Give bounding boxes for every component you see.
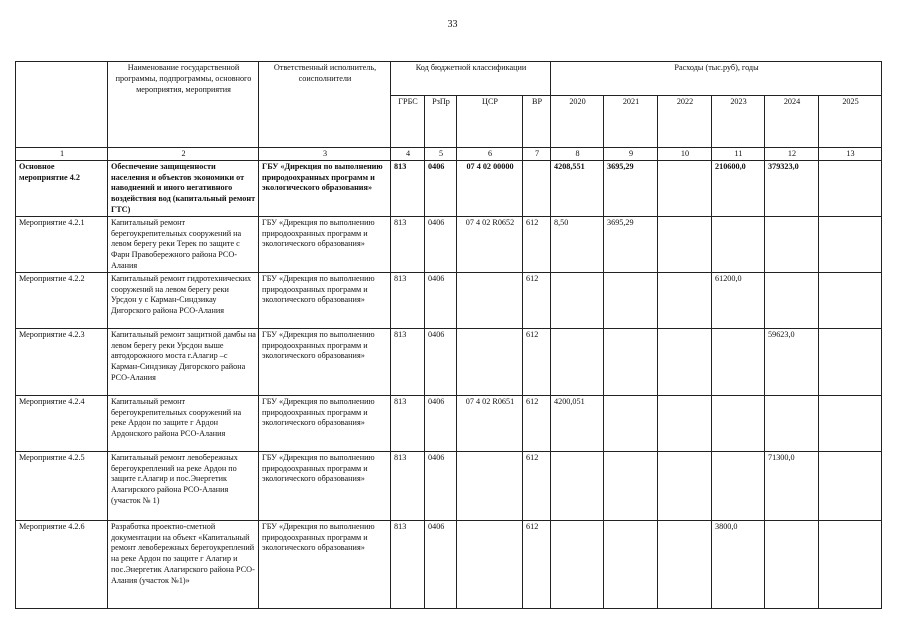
column-number: 2	[108, 148, 259, 161]
cell-csr: 07 4 02 R0651	[457, 395, 523, 451]
cell-rzpr: 0406	[425, 395, 457, 451]
table-row	[16, 520, 882, 608]
row-executor: ГБУ «Дирекция по выполнению природоохранных программ и экологического образования»	[259, 520, 391, 608]
page-number: 33	[447, 19, 458, 30]
header-year-2021: 2021	[604, 96, 658, 148]
row-label: Мероприятие 4.2.4	[16, 395, 108, 451]
row-label: Мероприятие 4.2.2	[16, 272, 108, 328]
cell-vr: 612	[523, 395, 551, 451]
row-title: Капитальный ремонт берегоукрепительных сооружений на левом берегу реки Терек по защите с Фарн Правобережного района РСО-Алания	[108, 216, 259, 272]
cell-2023: 210600,0	[712, 160, 765, 216]
row-executor: ГБУ «Дирекция по выполнению природоохранных программ и экологического образования»	[259, 451, 391, 520]
cell-2020	[551, 451, 604, 520]
budget-table	[15, 61, 882, 609]
header-name: Наименование государственной программы, подпрограммы, основного мероприятия, мероприятия	[108, 62, 259, 148]
column-numbers-row	[16, 148, 882, 161]
cell-2023	[712, 328, 765, 395]
row-label: Основное мероприятие 4.2	[16, 160, 108, 216]
row-title: Разработка проектно-сметной документации на объект «Капитальный ремонт левобережных берегоукреплений на реке Ардон по защите г Алагир и пос.Энергетик Алагирского района РСО-Алания (участок №1)»	[108, 520, 259, 608]
column-number: 7	[523, 148, 551, 161]
cell-csr	[457, 328, 523, 395]
header-year-2020: 2020	[551, 96, 604, 148]
row-label: Мероприятие 4.2.6	[16, 520, 108, 608]
row-executor: ГБУ «Дирекция по выполнению природоохранных программ и экологического образования»	[259, 272, 391, 328]
cell-2021: 3695,29	[604, 216, 658, 272]
column-number: 6	[457, 148, 523, 161]
cell-2020: 4208,551	[551, 160, 604, 216]
cell-rzpr: 0406	[425, 451, 457, 520]
cell-2022	[658, 216, 712, 272]
cell-vr: 612	[523, 520, 551, 608]
header-year-2022: 2022	[658, 96, 712, 148]
table-row	[16, 451, 882, 520]
cell-vr	[523, 160, 551, 216]
cell-rzpr: 0406	[425, 216, 457, 272]
row-executor: ГБУ «Дирекция по выполнению природоохранных программ и экологического образования»	[259, 328, 391, 395]
cell-csr: 07 4 02 00000	[457, 160, 523, 216]
header-rzpr: РзПр	[425, 96, 457, 148]
header-year-2024: 2024	[765, 96, 819, 148]
cell-csr: 07 4 02 R0652	[457, 216, 523, 272]
cell-2024: 379323,0	[765, 160, 819, 216]
cell-vr: 612	[523, 328, 551, 395]
row-title: Капитальный ремонт защитной дамбы на левом берегу реки Урсдон выше автодорожного моста г.Алагир –с Карман-Синдзикау Дигорского района РСО-Алания	[108, 328, 259, 395]
header-budget-code: Код бюджетной классификации	[391, 62, 551, 96]
cell-2020	[551, 520, 604, 608]
cell-2020	[551, 272, 604, 328]
cell-grbs: 813	[391, 160, 425, 216]
header-grbs: ГРБС	[391, 96, 425, 148]
row-executor: ГБУ «Дирекция по выполнению природоохранных программ и экологического образования»	[259, 395, 391, 451]
cell-2021	[604, 451, 658, 520]
table-row	[16, 395, 882, 451]
cell-rzpr: 0406	[425, 328, 457, 395]
cell-vr: 612	[523, 216, 551, 272]
column-number: 12	[765, 148, 819, 161]
row-title: Обеспечение защищенности населения и объектов экономики от наводнений и иного негативного воздействия вод (капитальный ремонт ГТС)	[108, 160, 259, 216]
cell-2025	[819, 328, 882, 395]
cell-rzpr: 0406	[425, 520, 457, 608]
cell-2025	[819, 272, 882, 328]
column-number: 11	[712, 148, 765, 161]
row-executor: ГБУ «Дирекция по выполнению природоохранных программ и экологического образования»	[259, 216, 391, 272]
header-year-2023: 2023	[712, 96, 765, 148]
row-label: Мероприятие 4.2.1	[16, 216, 108, 272]
row-label: Мероприятие 4.2.3	[16, 328, 108, 395]
cell-rzpr: 0406	[425, 272, 457, 328]
cell-2024	[765, 520, 819, 608]
table-row	[16, 160, 882, 216]
header-vr: ВР	[523, 96, 551, 148]
cell-csr	[457, 272, 523, 328]
row-title: Капитальный ремонт левобережных берегоукреплений на реке Ардон по защите г.Алагир и пос.Энергетик Алагирского района РСО-Алания (участок № 1)	[108, 451, 259, 520]
cell-2023	[712, 216, 765, 272]
cell-2024	[765, 216, 819, 272]
cell-csr	[457, 520, 523, 608]
header-expenses: Расходы (тыс.руб), годы	[551, 62, 882, 96]
cell-2021	[604, 272, 658, 328]
cell-2024: 71300,0	[765, 451, 819, 520]
cell-2025	[819, 395, 882, 451]
cell-2022	[658, 328, 712, 395]
cell-rzpr: 0406	[425, 160, 457, 216]
cell-vr: 612	[523, 451, 551, 520]
cell-2021	[604, 520, 658, 608]
cell-2024	[765, 272, 819, 328]
cell-2022	[658, 520, 712, 608]
cell-2024: 59623,0	[765, 328, 819, 395]
table-row	[16, 328, 882, 395]
cell-2025	[819, 216, 882, 272]
column-number: 4	[391, 148, 425, 161]
cell-grbs: 813	[391, 272, 425, 328]
cell-csr	[457, 451, 523, 520]
table-row	[16, 272, 882, 328]
cell-2022	[658, 160, 712, 216]
cell-2020	[551, 328, 604, 395]
cell-grbs: 813	[391, 216, 425, 272]
cell-2022	[658, 395, 712, 451]
row-title: Капитальный ремонт гидротехнических сооружений на левом берегу реки Урсдон у с Карман-Синдзикау Дигорского района РСО-Алания	[108, 272, 259, 328]
cell-grbs: 813	[391, 520, 425, 608]
header-csr: ЦСР	[457, 96, 523, 148]
cell-2022	[658, 272, 712, 328]
cell-grbs: 813	[391, 451, 425, 520]
column-number: 3	[259, 148, 391, 161]
cell-2025	[819, 160, 882, 216]
row-title: Капитальный ремонт берегоукрепительных сооружений на реке Ардон по защите г Ардон Ардонского района РСО-Алания	[108, 395, 259, 451]
cell-grbs: 813	[391, 328, 425, 395]
row-executor: ГБУ «Дирекция по выполнению природоохранных программ и экологического образования»	[259, 160, 391, 216]
cell-2023	[712, 451, 765, 520]
header-executor: Ответственный исполнитель, соисполнители	[259, 62, 391, 148]
cell-2022	[658, 451, 712, 520]
cell-2020: 4200,051	[551, 395, 604, 451]
cell-2021	[604, 328, 658, 395]
column-number: 5	[425, 148, 457, 161]
cell-2025	[819, 520, 882, 608]
cell-2020: 8,50	[551, 216, 604, 272]
header-empty	[16, 62, 108, 148]
column-number: 8	[551, 148, 604, 161]
column-number: 1	[16, 148, 108, 161]
cell-2021: 3695,29	[604, 160, 658, 216]
table-row	[16, 216, 882, 272]
cell-2024	[765, 395, 819, 451]
cell-2023	[712, 395, 765, 451]
cell-grbs: 813	[391, 395, 425, 451]
column-number: 13	[819, 148, 882, 161]
cell-2023: 61200,0	[712, 272, 765, 328]
row-label: Мероприятие 4.2.5	[16, 451, 108, 520]
cell-vr: 612	[523, 272, 551, 328]
cell-2023: 3800,0	[712, 520, 765, 608]
cell-2021	[604, 395, 658, 451]
cell-2025	[819, 451, 882, 520]
column-number: 9	[604, 148, 658, 161]
header-year-2025: 2025	[819, 96, 882, 148]
column-number: 10	[658, 148, 712, 161]
